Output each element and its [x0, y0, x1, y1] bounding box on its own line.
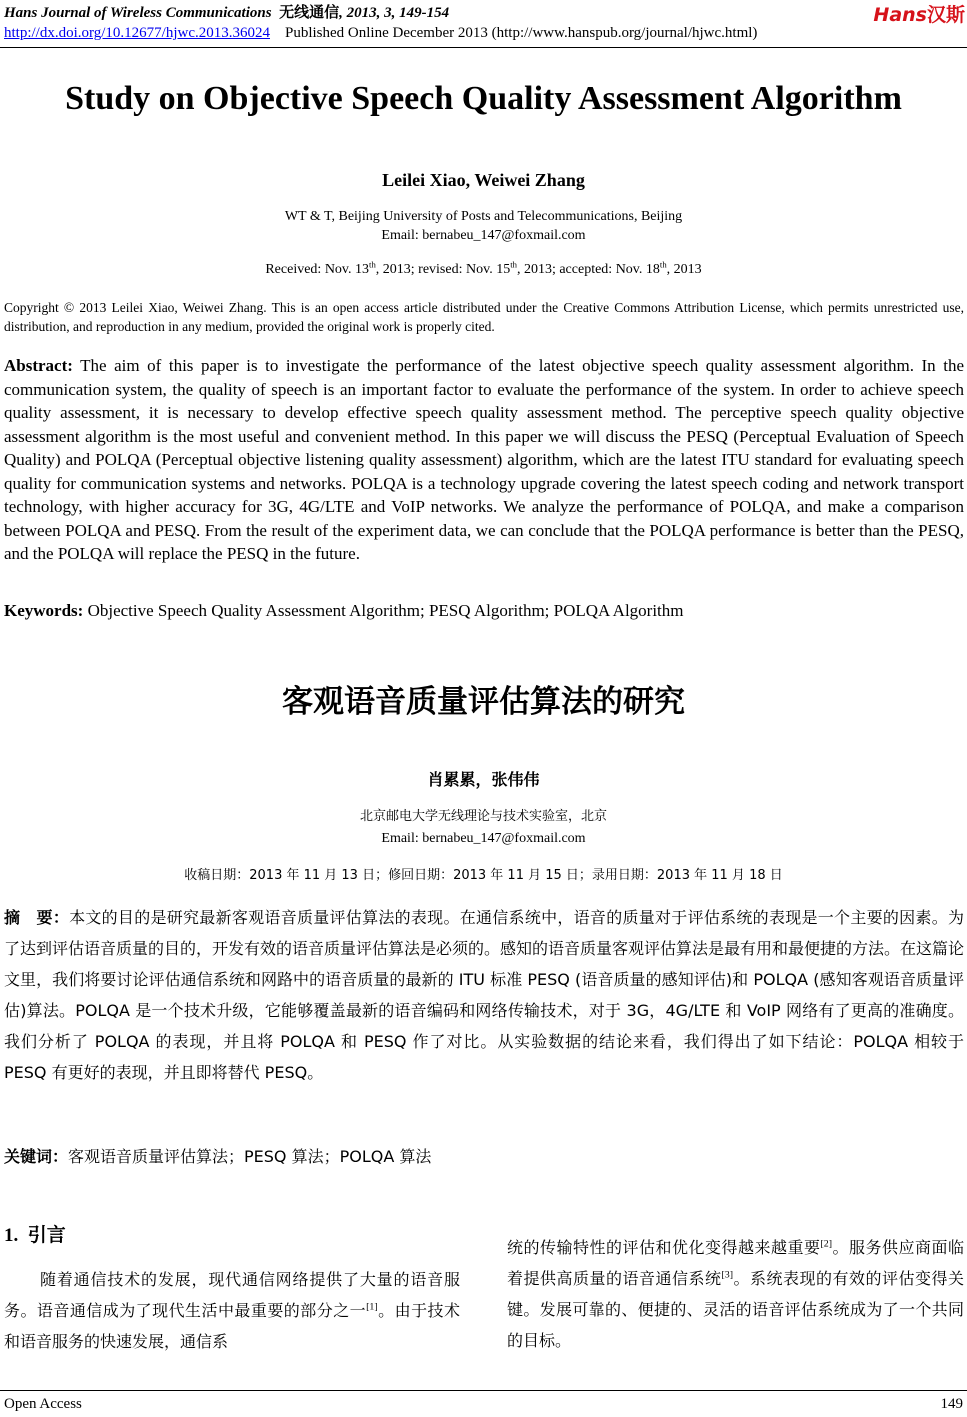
doi-link[interactable]: http://dx.doi.org/10.12677/hjwc.2013.36024: [4, 25, 270, 41]
cn-abstract-label: 摘 要：: [4, 908, 70, 927]
paper-title: Study on Objective Speech Quality Assessment Algorithm: [65, 80, 902, 117]
journal-name-cn: 无线通信: [279, 5, 340, 21]
intro-text-1: 随着通信技术的发展，现代通信网络提供了大量的语音服务。语音通信成为了现代生活中最重要的部分之一: [4, 1270, 460, 1320]
journal-name: [4, 3, 964, 23]
abstract-label: Abstract:: [4, 356, 73, 375]
intro-left-column: [4, 1265, 460, 1358]
keywords: [4, 601, 964, 621]
revised-date: , 2013; revised: Nov. 15: [375, 262, 511, 277]
affiliation-block: [0, 207, 967, 245]
received-dates: [0, 259, 967, 278]
abstract-text: The aim of this paper is to investigate the performance of the latest objective speech quality assessment algorithm. In the communication system, the quality of speech is an important factor to evaluate the performance of the system. In order to achieve speech quality assessment, it is necessary to develop effective speech quality assessment method. The perceptive speech quality objective assessment algorithm is the most useful and convenient method. In this paper we will discuss the PESQ (Perceptual Evaluation of Speech Quality) and POLQA (Perceptual objective listening quality assessment) algorithm, which are the latest ITU standard for evaluating speech quality for communication systems and networks. POLQA is a technology upgrade covering the latest speech coding and network transport technology, with higher accuracy for 3G, 4G/LTE and VoIP networks. We analyze the performance of POLQA, and make a comparison between POLQA and PESQ. From the result of the experiment data, we can conclude that the POLQA performance is better than the PESQ, and the POLQA will replace the PESQ in the future.: [4, 356, 964, 563]
cn-affiliation-block: [0, 806, 967, 850]
cn-authors: 肖累累，张伟伟: [427, 770, 540, 789]
published-line: Published Online December 2013 (http://www.hanspub.org/journal/hjwc.html): [284, 25, 758, 41]
affiliation: WT & T, Beijing University of Posts and Telecommunications, Beijing: [284, 209, 683, 224]
abstract: [4, 354, 964, 566]
hans-logo: [873, 0, 965, 27]
ordinal-suffix: th: [510, 259, 517, 270]
cn-abstract: [4, 903, 964, 1089]
page-number: 149: [940, 1396, 963, 1412]
year: , 2013: [666, 262, 702, 277]
accepted-date: , 2013; accepted: Nov. 18: [516, 262, 660, 277]
header-rule: [0, 47, 967, 48]
section-title: 引言: [27, 1224, 66, 1246]
citation-1: [1]: [366, 1301, 378, 1313]
authors: Leilei Xiao, Weiwei Zhang: [382, 170, 585, 190]
received-date: Received: Nov. 13: [265, 262, 370, 277]
cn-title: 客观语音质量评估算法的研究: [282, 684, 685, 720]
intro-text-4: 。服务供应商面临着提供高质量的语音通信系统: [507, 1238, 964, 1288]
ordinal-suffix: th: [369, 259, 376, 270]
intro-right-column: [507, 1233, 964, 1357]
hans-logo-cn: 汉斯: [926, 4, 965, 26]
copyright-notice: Copyright © 2013 Leilei Xiao, Weiwei Zhang. This is an open access article distributed under the Creative Commons Attribution License, which permits unrestricted use, distribution, and reproduction in any medium, provided the original work is properly cited.: [4, 300, 964, 334]
section-number: 1.: [4, 1225, 19, 1246]
journal-header: [4, 3, 964, 43]
citation-2: [2]: [820, 1238, 832, 1250]
footer-rule: [0, 1390, 967, 1391]
cn-abstract-text: 本文的目的是研究最新客观语音质量评估算法的表现。在通信系统中，语音的质量对于评估系统的表现是一个主要的因素。为了达到评估语音质量的目的，开发有效的语音质量评估算法是必须的。感知的语音质量客观评估算法是最有用和最便捷的方法。在这篇论文里，我们将要讨论评估通信系统和网路中的语音质量的最新的 ITU 标准 PESQ (语音质量的感知评估)和 POLQA (感知客观语音质量评估)算法。POLQA 是一个技术升级，它能够覆盖最新的语音编码和网络传输技术，对于 3G，4G/LTE 和 VoIP 网络有了更高的准确度。我们分析了 POLQA 的表现，并且将 POLQA 和 PESQ 作了对比。从实验数据的结论来看，我们得出了如下结论：POLQA 相较于 PESQ 有更好的表现，并且即将替代 PESQ。: [4, 908, 965, 1082]
cn-keywords-label: 关键词：: [4, 1147, 69, 1166]
intro-text-3: 统的传输特性的评估和优化变得越来越重要: [507, 1238, 821, 1257]
intro-text-5: 。系统表现的有效的评估变得关键。发展可靠的、便捷的、灵活的语音评估系统成为了一个共同的目标。: [507, 1269, 964, 1350]
intro-text-2: 。由于技术和语音服务的快速发展，通信系: [4, 1301, 460, 1351]
email: Email: bernabeu_147@foxmail.com: [381, 228, 586, 243]
section-heading-intro: [4, 1220, 66, 1247]
cn-keywords: [4, 1144, 964, 1167]
cn-affiliation: 北京邮电大学无线理论与技术实验室，北京: [359, 809, 607, 824]
cn-keywords-text: 客观语音质量评估算法；PESQ 算法；POLQA 算法: [68, 1147, 432, 1166]
journal-volume: , 2013, 3, 149-154: [339, 5, 450, 21]
cn-email: Email: bernabeu_147@foxmail.com: [381, 831, 586, 846]
keywords-text: Objective Speech Quality Assessment Algorithm; PESQ Algorithm; POLQA Algorithm: [87, 601, 684, 620]
citation-3: [3]: [721, 1269, 734, 1281]
cn-received-text: 收稿日期：2013 年 11 月 13 日；修回日期：2013 年 11 月 15 日；录用日期：2013 年 11 月 18 日: [184, 868, 783, 883]
hans-logo-latin: Hans: [873, 4, 927, 26]
doi-line: [4, 23, 964, 43]
footer-open-access: Open Access: [4, 1396, 82, 1412]
ordinal-suffix: th: [659, 259, 667, 270]
keywords-label: Keywords:: [4, 601, 84, 620]
cn-received-dates: [0, 864, 967, 883]
journal-name-en: Hans Journal of Wireless Communications: [4, 5, 272, 21]
